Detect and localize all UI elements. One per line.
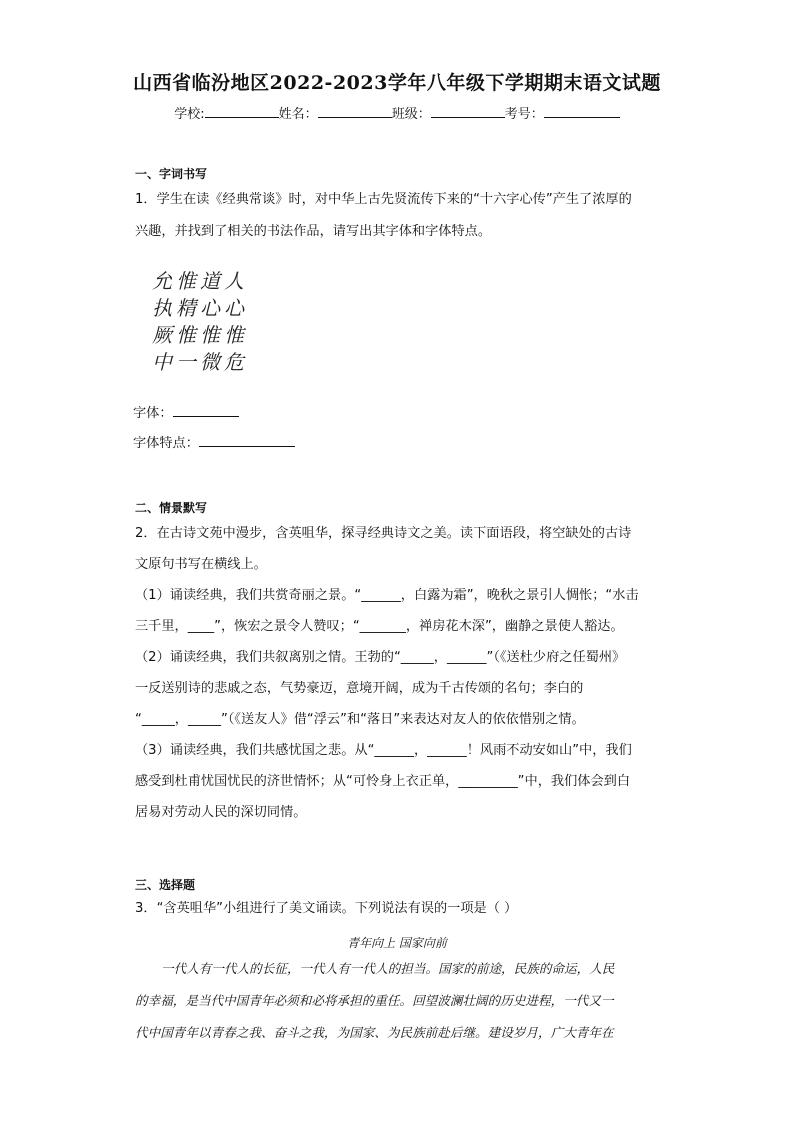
q2-line: 三千里，____”，恢宏之景令人赞叹；“_______，禅房花木深”，幽静之景使人豁达。 — [135, 619, 624, 634]
font-label: 字体： — [133, 406, 173, 421]
q2-line: （2）诵读经典，我们共叙离别之情。王勃的“_____，______”（《送杜少府之任蜀州》 — [135, 650, 626, 665]
q2-line: 一反送别诗的悲戚之态，气势豪迈，意境开阔，成为千古传颂的名句；李白的 — [135, 681, 584, 696]
section3-heading: 三、选择题 — [135, 878, 196, 892]
calligraphy-image — [152, 268, 248, 376]
font-answer — [133, 402, 239, 421]
section1-heading: 一、字词书写 — [135, 167, 208, 181]
q2-line: 文原句书写在横线上。 — [135, 557, 267, 572]
essay-line: 代中国青年以青春之我、奋斗之我，为国家、为民族前赴后继。建设岁月，广大青年在 — [135, 1025, 614, 1040]
calligraphy-row: 厥惟惟惟 — [152, 323, 248, 347]
calligraphy-row: 执精心心 — [152, 296, 248, 320]
section2-heading: 二、情景默写 — [135, 501, 208, 515]
q2-line: （1）诵读经典，我们共赏奇丽之景。“______，白露为霜”，晚秋之景引人惆怅；“水击 — [135, 588, 639, 603]
q2-line: 居易对劳动人民的深切同情。 — [135, 805, 307, 820]
name-blank[interactable] — [318, 105, 392, 118]
name-label: 姓名： — [278, 107, 318, 122]
feature-blank[interactable] — [199, 434, 295, 447]
student-info-line — [0, 103, 794, 122]
calligraphy-row: 中一微危 — [152, 350, 248, 374]
q3-stem: 3．“含英咀华”小组进行了美文诵读。下列说法有误的一项是（ ） — [135, 901, 518, 916]
essay-line: 的幸福，是当代中国青年必须和必将承担的重任。回望波澜壮阔的历史进程，一代又一 — [135, 993, 614, 1008]
q1-line2: 兴趣，并找到了相关的书法作品，请写出其字体和字体特点。 — [135, 224, 492, 239]
feature-label: 字体特点： — [133, 436, 199, 451]
essay-line: 一代人有一代人的长征，一代人有一代人的担当。国家的前途，民族的命运，人民 — [161, 961, 615, 976]
q2-line: 2．在古诗文苑中漫步，含英咀华，探寻经典诗文之美。读下面语段，将空缺处的古诗 — [135, 526, 632, 541]
feature-answer — [133, 432, 295, 451]
number-label: 考号： — [504, 107, 544, 122]
school-blank[interactable] — [205, 105, 279, 118]
essay-passage — [135, 953, 614, 1049]
q2-line: （3）诵读经典，我们共感忧国之悲。从“______，______！风雨不动安如山”中，我们 — [135, 743, 632, 758]
q2-passage — [135, 518, 639, 828]
essay-title: 青年向上 国家向前 — [347, 936, 447, 950]
font-blank[interactable] — [173, 404, 239, 417]
q2-line: 感受到杜甫忧国忧民的济世情怀；从“可怜身上衣正单，_________”中，我们体会到白 — [135, 774, 631, 789]
school-label: 学校: — [174, 107, 205, 122]
class-label: 班级： — [391, 107, 431, 122]
q2-line: “_____，_____”（《送友人》借“浮云”和“落日”来表达对友人的依依惜别之情。 — [135, 712, 585, 727]
q1-line1: 1．学生在读《经典常谈》时，对中华上古先贤流传下来的“十六字心传”产生了浓厚的 — [135, 192, 632, 207]
page-title: 山西省临汾地区2022-2023学年八年级下学期期末语文试题 — [133, 72, 661, 94]
calligraphy-row: 允惟道人 — [152, 269, 248, 293]
class-blank[interactable] — [431, 105, 505, 118]
number-blank[interactable] — [544, 105, 620, 118]
